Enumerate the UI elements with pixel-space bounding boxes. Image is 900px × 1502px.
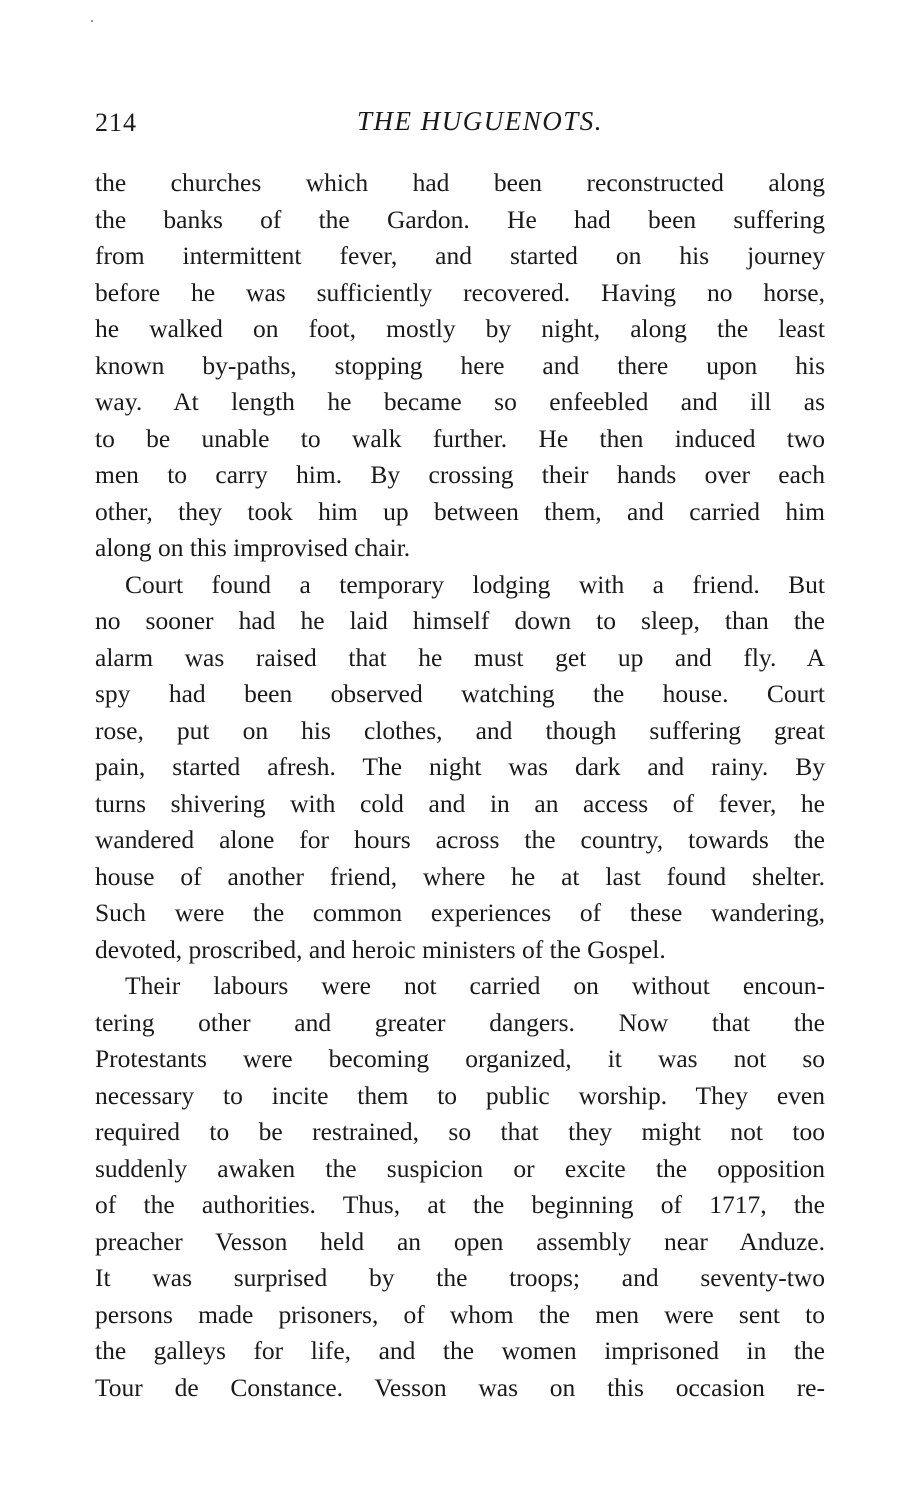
text-line: turns shivering with cold and in an access of fever, he [95,788,825,818]
text-line: the churches which had been reconstructed along [95,168,825,197]
text-line: men to carry him. By crossing their hands over each [95,460,825,489]
text-line: the banks of the Gardon. He had been suffering [95,204,825,234]
text-line: Protestants were becoming organized, it was not so [95,1044,825,1073]
paragraph-3 [95,968,825,1406]
text-line: suddenly awaken the suspicion or excite the opposition [95,1153,825,1183]
running-head [95,106,825,140]
paragraph-1 [95,165,825,567]
paragraph-2 [95,567,825,969]
text-line: preacher Vesson held an open assembly near Anduze. [95,1226,825,1256]
text-line: rose, put on his clothes, and though suffering great [95,715,825,745]
text-line: other, they took him up between them, and carried him [95,496,825,526]
text-line: Their labours were not carried on without encoun- [125,971,825,1000]
text-line: devoted, proscribed, and heroic ministers of the Gospel. [95,934,666,964]
text-line: Court found a temporary lodging with a friend. But [125,569,825,599]
text-line: It was surprised by the troops; and seventy-two [95,1263,825,1292]
text-line: tering other and greater dangers. Now that the [95,1007,825,1037]
page-number: 214 [95,108,137,137]
text-line: way. At length he became so enfeebled and ill as [95,387,825,416]
running-title: THE HUGUENOTS. [356,106,604,136]
text-line: along on this improvised chair. [95,533,411,562]
text-line: to be unable to walk further. He then induced two [95,423,825,453]
text-line: of the authorities. Thus, at the beginning of 1717, the [95,1190,825,1219]
text-line: wandered alone for hours across the country, towards the [95,825,825,854]
text-line: the galleys for life, and the women imprisoned in the [95,1336,825,1365]
text-line: necessary to incite them to public worship. They even [95,1080,825,1110]
text-line: house of another friend, where he at last found shelter. [95,861,825,891]
text-line: required to be restrained, so that they might not too [95,1117,825,1146]
text-line: known by-paths, stopping here and there upon his [95,350,825,380]
text-line: before he was sufficiently recovered. Having no horse, [95,277,825,307]
body-text [95,165,825,1406]
text-line: Such were the common experiences of these wandering, [95,898,825,927]
text-line: spy had been observed watching the house. Court [95,679,825,708]
text-line: alarm was raised that he must get up and fly. A [95,642,825,672]
text-line: Tour de Constance. Vesson was on this occasion re- [95,1372,825,1402]
text-line: he walked on foot, mostly by night, along the least [95,314,825,343]
text-line: persons made prisoners, of whom the men were sent to [95,1299,825,1329]
text-line: pain, started afresh. The night was dark and rainy. By [95,752,825,781]
page-speck [91,20,93,22]
text-line: from intermittent fever, and started on his journey [95,241,825,270]
text-line: no sooner had he laid himself down to sleep, than the [95,606,825,635]
